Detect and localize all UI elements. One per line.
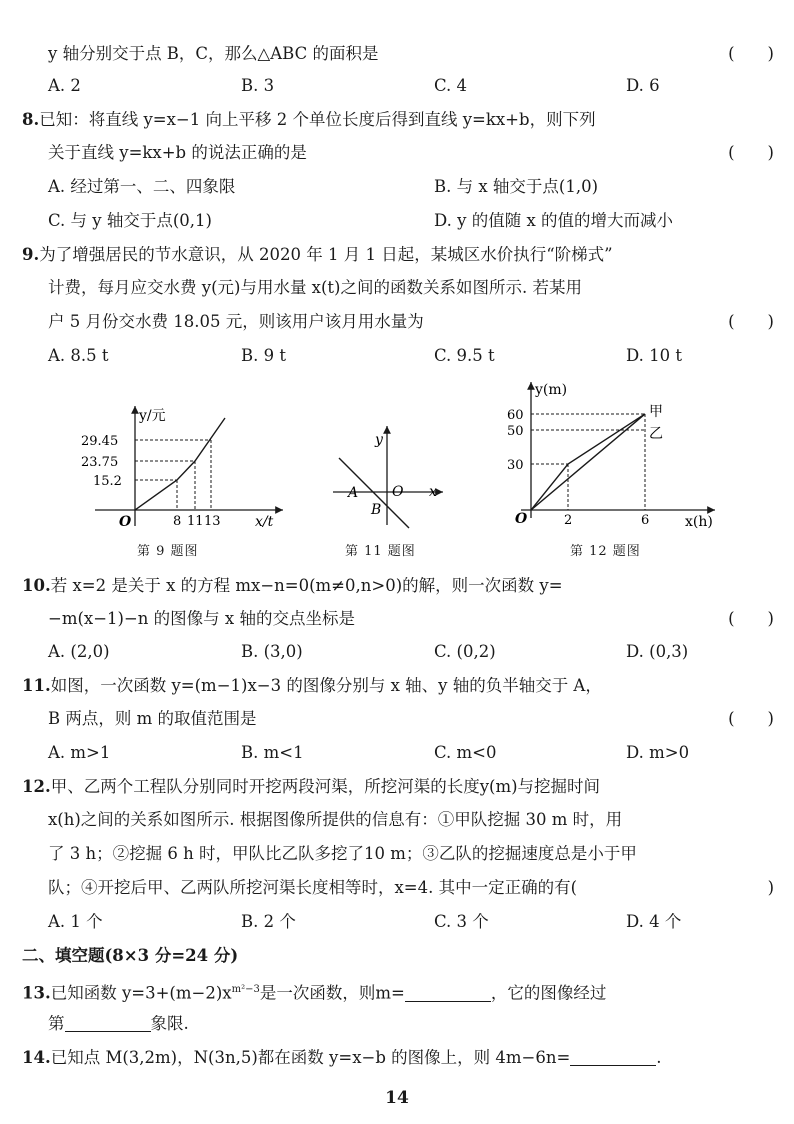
q13-stem-c: ，它的图像经过 [490, 983, 607, 1003]
q11-stem-1: 如图，一次函数 y=(m−1)x−3 的图像分别与 x 轴、y 轴的负半轴交于 A， [50, 676, 602, 695]
q8-stem-1: 已知：将直线 y=x−1 向上平移 2 个单位长度后得到直线 y=kx+b，则下列 [39, 110, 596, 129]
fig12-label-yi: 乙 [649, 426, 663, 442]
fig9-ytick-2: 23.75 [81, 455, 119, 470]
fig12-y-label: y(m) [535, 382, 568, 398]
q7-answer-paren: ( ) [728, 44, 774, 63]
q12-line-2: x(h)之间的关系如图所示. 根据图像所提供的信息有：①甲队挖掘 30 m 时，用 [48, 810, 623, 829]
q10-option-a: A. (2,0) [48, 642, 110, 661]
fig12-xtick-1: 2 [564, 513, 573, 528]
q9-stem-1: 为了增强居民的节水意识，从 2020 年 1 月 1 日起，某城区水价执行“阶梯式” [39, 245, 613, 264]
q12-stem-1: 甲、乙两个工程队分别同时开挖两段河渠，所挖河渠的长度y(m)与挖掘时间 [50, 777, 601, 796]
q10-stem-1: 若 x=2 是关于 x 的方程 mx−n=0(m≠0,n>0)的解，则一次函数 y= [50, 576, 563, 595]
q12-number: 12. [22, 777, 51, 796]
page-number: 14 [385, 1088, 409, 1108]
q13-blank-m[interactable] [405, 983, 491, 1002]
q11-option-c: C. m<0 [434, 743, 497, 762]
q13-stem-a: 已知函数 y=3+(m−2)x [50, 983, 232, 1003]
q11-line-2: B 两点，则 m 的取值范围是 [48, 709, 257, 728]
fig9-origin: O [119, 514, 132, 530]
q12-line-3: 了 3 h；②挖掘 6 h 时，甲队比乙队多挖了10 m；③乙队的挖掘速度总是小于甲 [48, 844, 637, 863]
q12-answer-paren: ) [767, 878, 774, 897]
q9-line-1 [22, 243, 613, 267]
fig9-xtick-2: 11 [187, 514, 204, 529]
q9-answer-paren: ( ) [728, 312, 774, 331]
fig11-origin: O [392, 484, 404, 500]
q14-stem-b: . [656, 1048, 662, 1067]
fig9-ytick-1: 29.45 [81, 434, 119, 449]
fig12-line-jia [531, 414, 645, 510]
q8-number: 8. [22, 110, 40, 129]
q13-stem-e: 象限. [150, 1014, 189, 1033]
q9-option-a: A. 8.5 t [48, 346, 109, 365]
q11-option-d: D. m>0 [626, 743, 690, 762]
q7-option-b: B. 3 [241, 76, 275, 95]
fig9-xtick-1: 8 [173, 514, 182, 529]
q8-option-a: A. 经过第一、二、四象限 [48, 177, 236, 196]
q9-option-c: C. 9.5 t [434, 346, 495, 365]
q11-option-a: A. m>1 [48, 743, 111, 762]
fig12-ytick-2: 50 [507, 424, 524, 439]
q12-option-a: A. 1 个 [48, 912, 103, 931]
q8-line-2: 关于直线 y=kx+b 的说法正确的是 [48, 143, 307, 162]
q13-line-2 [48, 1012, 189, 1036]
fig9-caption: 第 9 题图 [137, 544, 199, 559]
q11-answer-paren: ( ) [728, 709, 774, 728]
q10-line-1 [22, 574, 563, 598]
q13-line-1 [22, 978, 606, 1006]
q10-number: 10. [22, 576, 51, 595]
q11-line-1 [22, 674, 602, 698]
fig12-origin: O [515, 511, 528, 527]
q9-number: 9. [22, 245, 40, 264]
fig12-caption: 第 12 题图 [570, 544, 641, 559]
q8-option-b: B. 与 x 轴交于点(1,0) [434, 177, 599, 196]
q13-exponent: m²−3 [231, 984, 260, 995]
q7-option-a: A. 2 [48, 76, 81, 95]
q9-option-d: D. 10 t [626, 346, 683, 365]
fig11-point-b: B [371, 502, 382, 518]
fig9-ytick-3: 15.2 [93, 474, 122, 489]
fig12-ytick-3: 30 [507, 458, 524, 473]
fig12-ytick-1: 60 [507, 408, 524, 423]
fig9-x-label: x/t [255, 514, 274, 530]
section-2-title: 二、填空题(8×3 分=24 分) [22, 946, 239, 965]
fig12-x-label: x(h) [685, 514, 713, 530]
q10-line-2: −m(x−1)−n 的图像与 x 轴的交点坐标是 [48, 609, 355, 628]
q14-line-1 [22, 1046, 662, 1070]
fig11-y-label: y [375, 432, 383, 448]
q12-option-d: D. 4 个 [626, 912, 682, 931]
q8-option-d: D. y 的值随 x 的值的增大而减小 [434, 211, 673, 230]
fig11-point-a: A [348, 485, 359, 501]
q8-option-c: C. 与 y 轴交于点(0,1) [48, 211, 212, 230]
q7-option-c: C. 4 [434, 76, 468, 95]
q8-answer-paren: ( ) [728, 143, 774, 162]
q10-option-b: B. (3,0) [241, 642, 303, 661]
fig9-graph [75, 396, 290, 532]
fig11-x-label: x [429, 484, 437, 500]
q11-option-b: B. m<1 [241, 743, 304, 762]
q14-stem-a: 已知点 M(3,2m)，N(3n,5)都在函数 y=x−b 的图像上，则 4m−6n= [50, 1048, 571, 1067]
fig11-graph [325, 420, 450, 530]
q13-blank-quadrant[interactable] [65, 1013, 151, 1032]
q7-stem-line: y 轴分别交于点 B，C，那么△ABC 的面积是 [48, 44, 379, 63]
q12-line-4: 队；④开挖后甲、乙两队所挖河渠长度相等时，x=4. 其中一定正确的有( [48, 878, 578, 897]
q9-line-2: 计费，每月应交水费 y(元)与用水量 x(t)之间的函数关系如图所示. 若某用 [48, 278, 582, 297]
fig12-xtick-2: 6 [641, 513, 650, 528]
q9-option-b: B. 9 t [241, 346, 286, 365]
q12-option-b: B. 2 个 [241, 912, 296, 931]
q14-blank[interactable] [570, 1047, 656, 1066]
q7-option-d: D. 6 [626, 76, 660, 95]
q10-option-d: D. (0,3) [626, 642, 689, 661]
fig12-graph [495, 378, 725, 530]
q13-number: 13. [22, 983, 51, 1003]
q14-number: 14. [22, 1048, 51, 1067]
q10-answer-paren: ( ) [728, 609, 774, 628]
fig12-label-jia: 甲 [649, 404, 663, 420]
fig9-xtick-3: 13 [204, 514, 221, 529]
q11-number: 11. [22, 676, 51, 695]
fig9-y-label: y/元 [139, 408, 166, 424]
q9-line-3: 户 5 月份交水费 18.05 元，则该用户该月用水量为 [48, 312, 424, 331]
fig11-caption: 第 11 题图 [345, 544, 416, 559]
q8-line-1 [22, 108, 596, 132]
q13-stem-d: 第 [48, 1014, 65, 1033]
q12-line-1 [22, 775, 600, 799]
q13-stem-b: 是一次函数，则m= [259, 983, 405, 1003]
q12-option-c: C. 3 个 [434, 912, 489, 931]
q10-option-c: C. (0,2) [434, 642, 496, 661]
